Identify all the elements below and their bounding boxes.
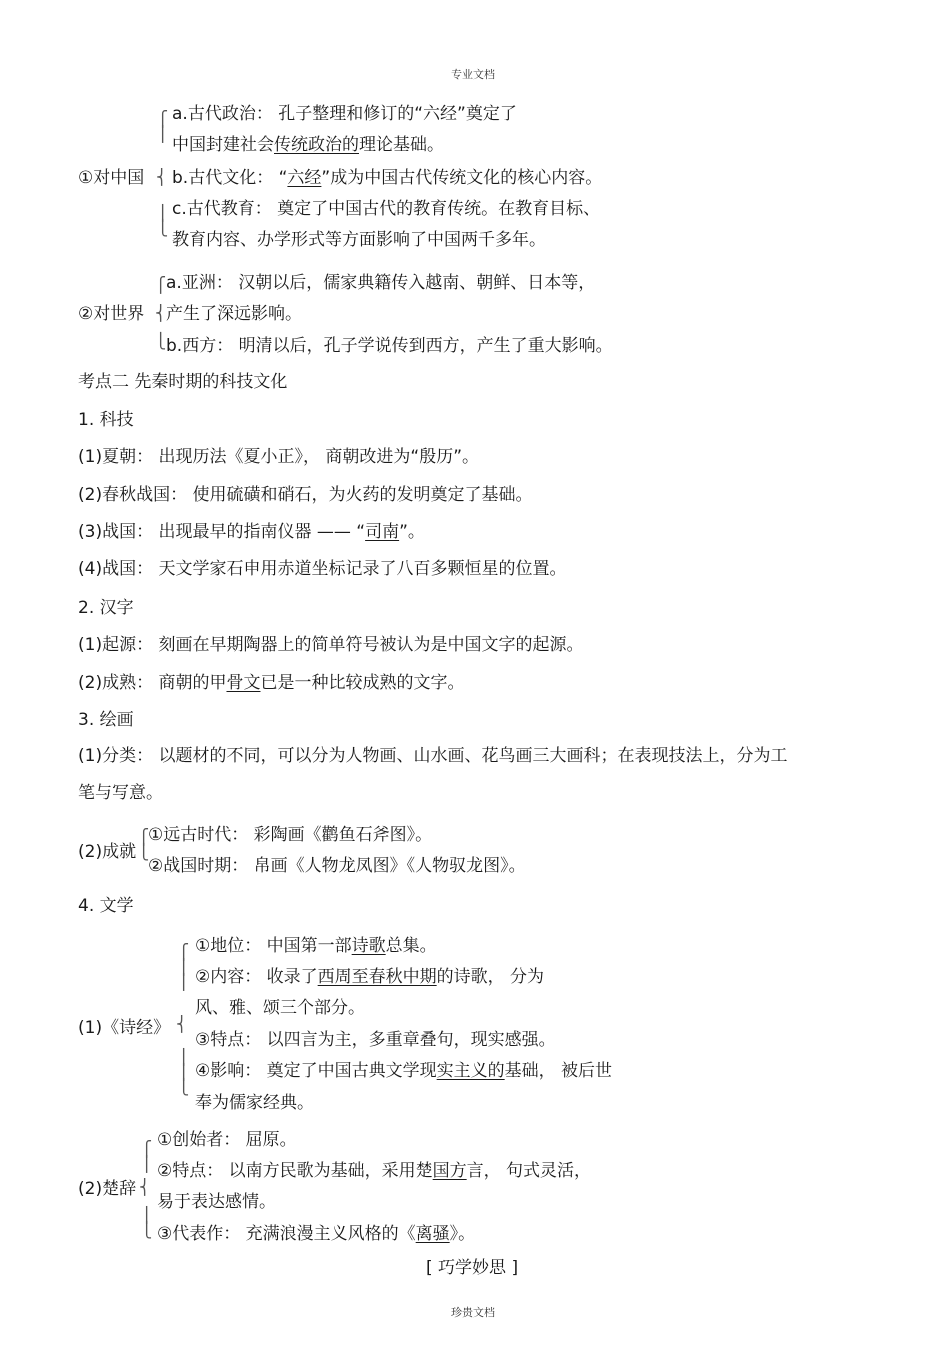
brace-icon: ⎩ [155,332,167,350]
hanzi-heading: 2. 汉字 [78,598,134,618]
shijing-2: ②内容： 收录了西周至春秋中期的诗歌， 分为 [195,967,545,987]
brace-icon: ⎨ [155,304,167,322]
world-label: ②对世界 [78,304,145,324]
lit-heading: 4. 文学 [78,896,134,916]
brace-icon: ⎪ ⎩ [157,204,169,237]
china-education-line2: 教育内容、办学形式等方面影响了中国两千多年。 [172,230,546,250]
china-politics-line1: a.古代政治： 孔子整理和修订的“六经”奠定了 [172,104,517,124]
brace-icon: ⎪ ⎩ [141,1206,153,1239]
shijing-1: ①地位： 中国第一部诗歌总集。 [195,936,437,956]
world-asia-line1: a.亚洲： 汉朝以后，儒家典籍传入越南、朝鲜、日本等， [166,273,596,293]
page-header: 专业文档 [451,68,495,81]
hanzi-line-1: (1)起源： 刻画在早期陶器上的简单符号被认为是中国文字的起源。 [78,635,584,655]
tips-tag: [ 巧学妙思 ] [426,1258,519,1278]
world-west-line: b.西方： 明清以后，孔子学说传到西方，产生了重大影响。 [166,336,613,356]
brace-icon: ⎧ ⎩ [138,828,150,861]
page-footer: 珍贵文档 [451,1306,495,1319]
painting-ach-2: ②战国时期： 帛画《人物龙凤图》《人物驭龙图》。 [148,856,526,876]
chuci-label: (2)楚辞 [78,1179,137,1199]
painting-heading: 3. 绘画 [78,710,134,730]
shijing-4: ④影响： 奠定了中国古典文学现实主义的基础， 被后世 [195,1061,613,1081]
painting-ach-label: (2)成就 [78,842,137,862]
hanzi-line-2: (2)成熟： 商朝的甲骨文已是一种比较成熟的文字。 [78,673,465,693]
china-politics-line2: 中国封建社会传统政治的理论基础。 [172,135,444,155]
section-title: 考点二 先秦时期的科技文化 [78,372,288,392]
china-culture-line: b.古代文化： “六经”成为中国古代传统文化的核心内容。 [172,168,603,188]
tech-line-1: (1)夏朝： 出现历法《夏小正》， 商朝改进为“殷历”。 [78,447,480,467]
tech-line-2: (2)春秋战国： 使用硫磺和硝石，为火药的发明奠定了基础。 [78,485,533,505]
brace-icon: ⎪ ⎪ ⎩ [178,1048,190,1096]
painting-ach-1: ①远古时代： 彩陶画《鹳鱼石斧图》。 [148,825,433,845]
chuci-1: ①创始者： 屈原。 [157,1130,297,1150]
brace-icon: ⎧ ⎪ ⎪ [178,943,190,991]
tech-heading: 1. 科技 [78,410,134,430]
brace-icon: ⎧ ⎪ [141,1140,153,1173]
tech-line-4: (4)战国： 天文学家石申用赤道坐标记录了八百多颗恒星的位置。 [78,559,567,579]
china-education-line1: c.古代教育： 奠定了中国古代的教育传统。在教育目标、 [172,199,601,219]
chuci-2b: 易于表达感情。 [157,1192,276,1212]
brace-icon: ⎨ [139,1178,151,1196]
brace-icon: ⎧ ⎪ [157,110,169,143]
shijing-4b: 奉为儒家经典。 [195,1093,314,1113]
brace-icon: ⎨ [156,168,168,186]
chuci-2: ②特点： 以南方民歌为基础，采用楚国方言， 句式灵活， [157,1161,592,1181]
tech-line-3: (3)战国： 出现最早的指南仪器 —— “司南”。 [78,522,425,542]
brace-icon: ⎧ [155,276,167,294]
chuci-3: ③代表作： 充满浪漫主义风格的《离骚》。 [157,1224,476,1244]
shijing-2b: 风、雅、颂三个部分。 [195,998,365,1018]
painting-line-1b: 笔与写意。 [78,783,163,803]
shijing-label: (1)《诗经》 [78,1018,171,1038]
brace-icon: ⎨ [176,1015,188,1033]
painting-line-1: (1)分类： 以题材的不同，可以分为人物画、山水画、花鸟画三大画科；在表现技法上，分为工 [78,746,788,766]
china-label: ①对中国 [78,168,145,188]
shijing-3: ③特点： 以四言为主，多重章叠句，现实感强。 [195,1030,556,1050]
world-asia-line2: 产生了深远影响。 [166,304,302,324]
